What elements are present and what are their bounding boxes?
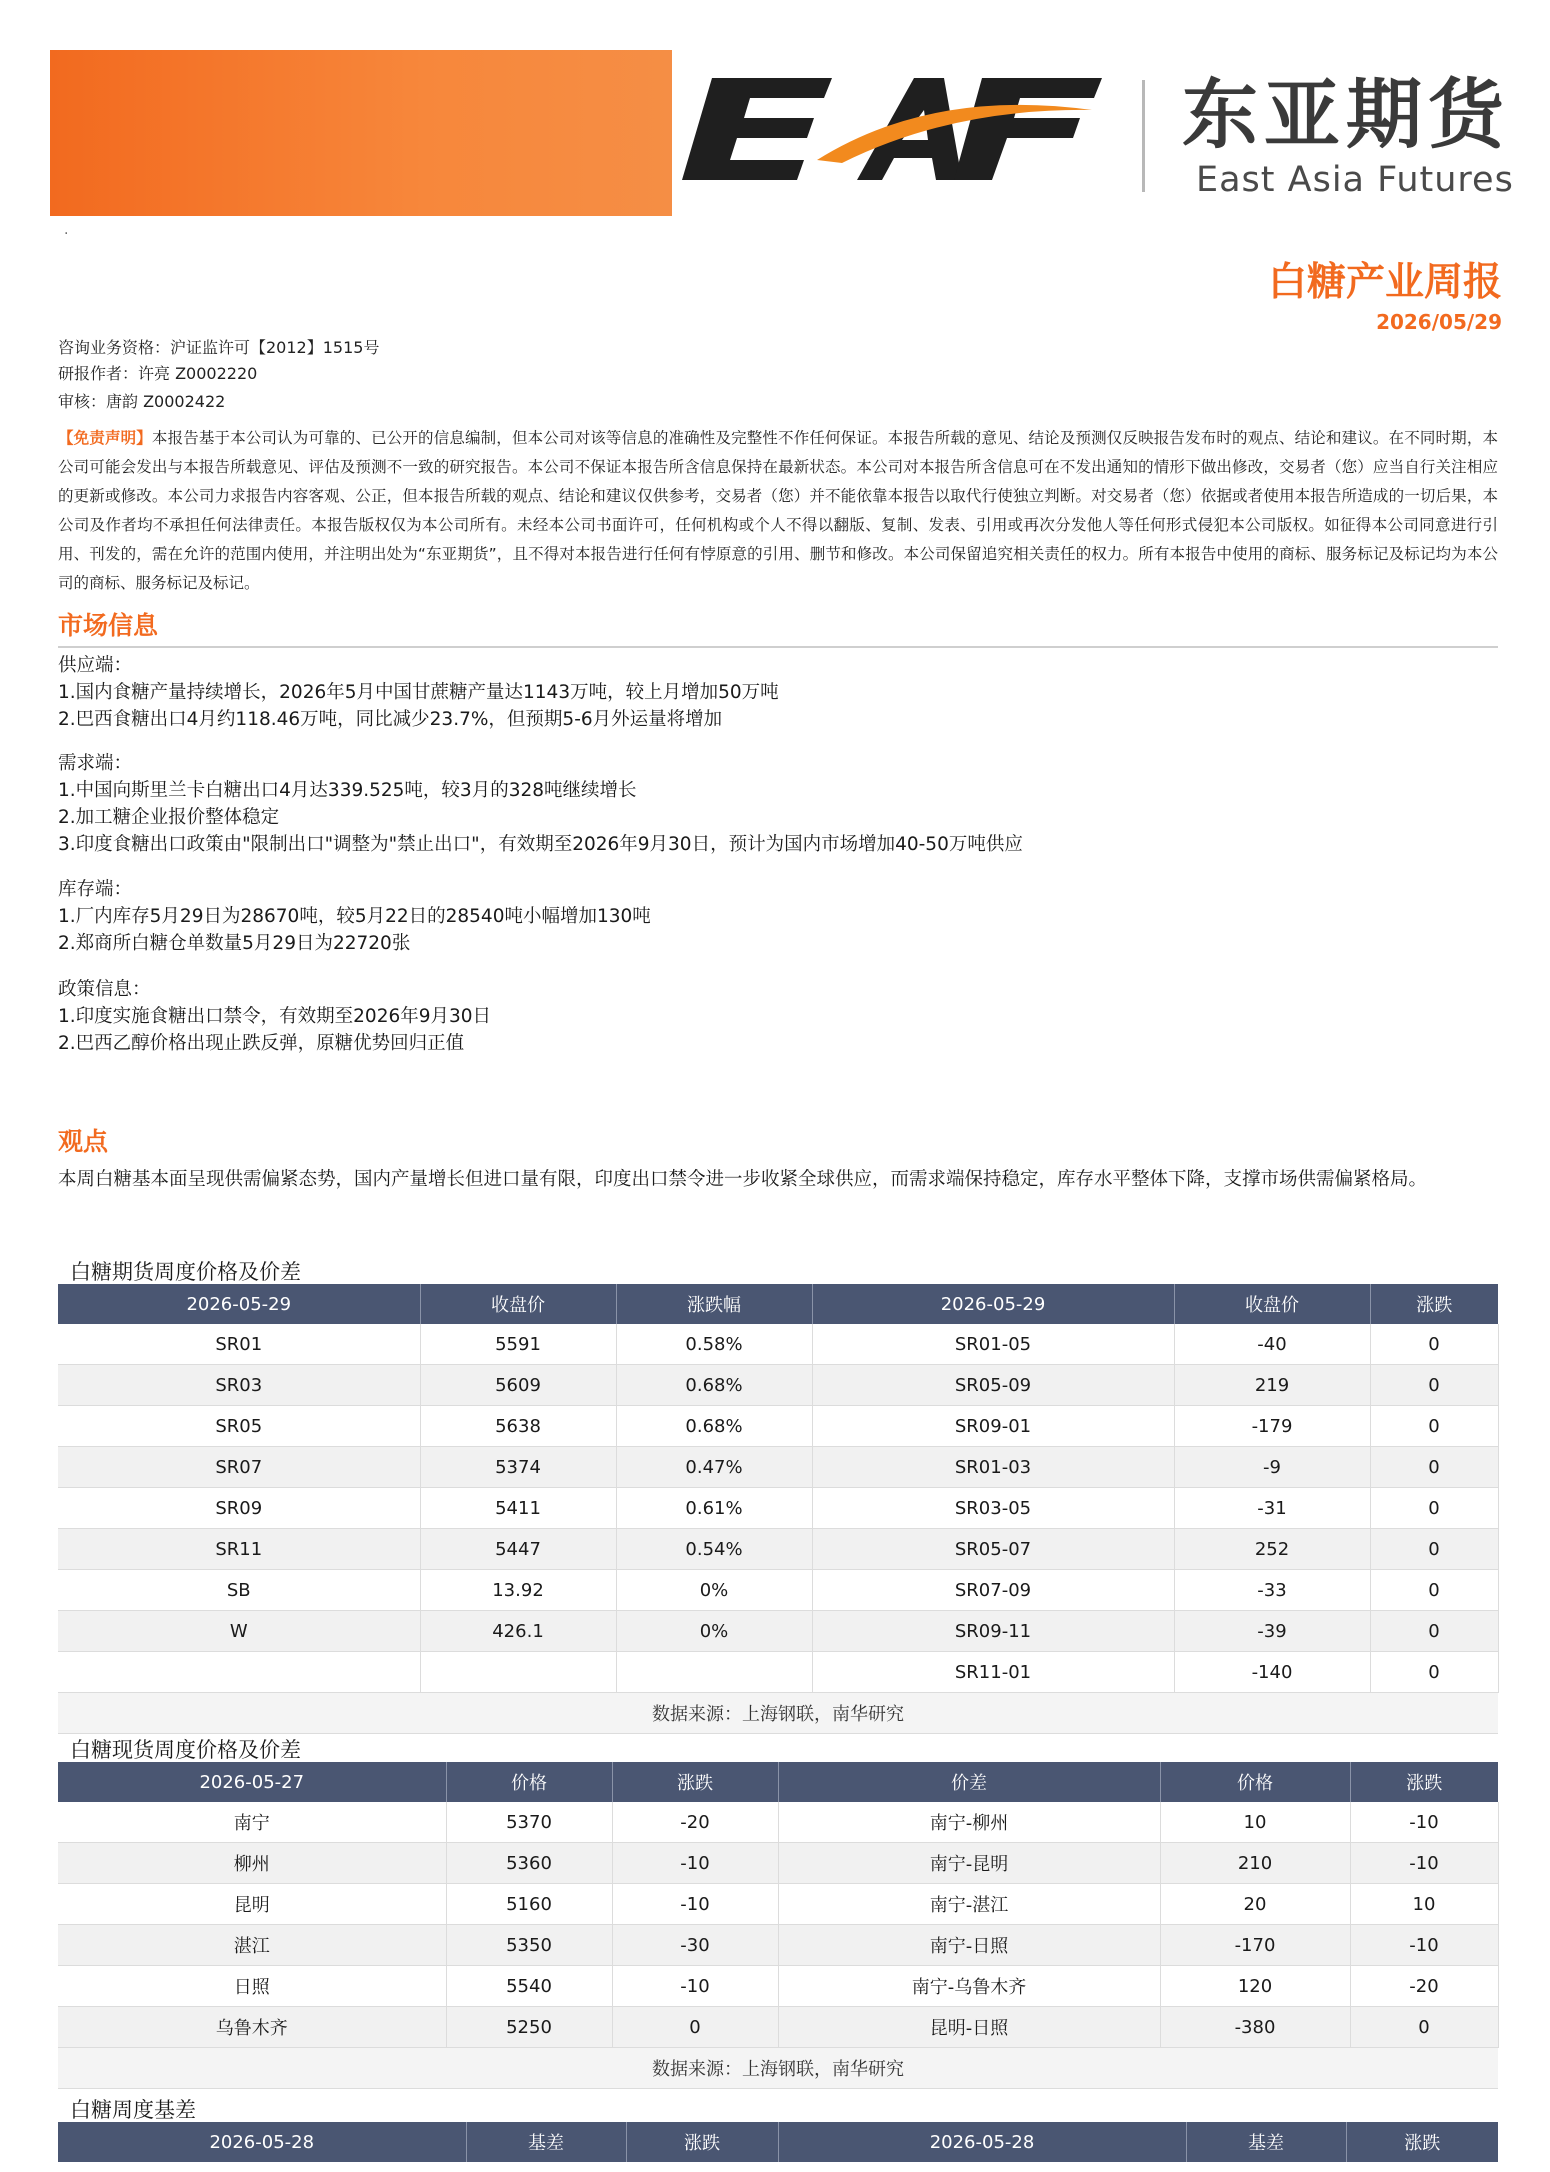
table-cell: 120 xyxy=(1160,1966,1350,2007)
column-header: 涨跌幅 xyxy=(616,1284,812,1324)
brand-name-cn: 东亚期货 xyxy=(1182,70,1510,159)
table-cell: 0.68% xyxy=(616,1365,812,1406)
table-cell: 0.54% xyxy=(616,1529,812,1570)
policy-item: 2.巴西乙醇价格出现止跌反弹，原糖优势回归正值 xyxy=(58,1033,465,1054)
table-cell: -10 xyxy=(1350,1925,1498,1966)
column-header: 涨跌 xyxy=(626,2122,778,2162)
inventory-item: 2.郑商所白糖仓单数量5月29日为22720张 xyxy=(58,933,411,954)
table-cell: -380 xyxy=(1160,2007,1350,2048)
table-cell: SB xyxy=(58,1570,420,1611)
table-cell: -9 xyxy=(1174,1447,1370,1488)
table-cell: -20 xyxy=(612,1802,778,1843)
column-header: 价差 xyxy=(778,1762,1160,1802)
table-cell: SR01-05 xyxy=(812,1324,1174,1365)
column-header: 涨跌 xyxy=(1370,1284,1498,1324)
table-cell: 0 xyxy=(612,2007,778,2048)
table-cell: 南宁-柳州 xyxy=(778,1802,1160,1843)
table-cell: 0 xyxy=(1370,1570,1498,1611)
column-header: 收盘价 xyxy=(1174,1284,1370,1324)
table-cell: 日照 xyxy=(58,1966,446,2007)
table-cell: -30 xyxy=(612,1925,778,1966)
inventory-label: 库存端： xyxy=(58,879,133,900)
table-row xyxy=(58,1324,1498,1365)
eaf-logo xyxy=(682,68,1122,198)
table-cell: 13.92 xyxy=(420,1570,616,1611)
column-header: 涨跌 xyxy=(612,1762,778,1802)
disclaimer-tag: 【免责声明】 xyxy=(58,429,152,447)
basis-table-caption: 白糖周度基差 xyxy=(70,2098,196,2122)
table-cell: 210 xyxy=(1160,1843,1350,1884)
table-cell: -179 xyxy=(1174,1406,1370,1447)
table-cell: 252 xyxy=(1174,1529,1370,1570)
table-cell: 5609 xyxy=(420,1365,616,1406)
table-cell: 5360 xyxy=(446,1843,612,1884)
table-cell: 0.47% xyxy=(616,1447,812,1488)
brand-separator xyxy=(1142,80,1145,192)
table-row xyxy=(58,1365,1498,1406)
table-cell: 5370 xyxy=(446,1802,612,1843)
table-header-row xyxy=(58,1284,1498,1324)
table-cell: -10 xyxy=(612,1884,778,1925)
table-cell: SR05-07 xyxy=(812,1529,1174,1570)
table-cell: SR09 xyxy=(58,1488,420,1529)
table-cell: -10 xyxy=(612,1843,778,1884)
table-cell: 昆明-日照 xyxy=(778,2007,1160,2048)
table-cell: 0 xyxy=(1370,1447,1498,1488)
table-cell: 0.68% xyxy=(616,1406,812,1447)
table-header-row xyxy=(58,1762,1498,1802)
column-header: 2026-05-28 xyxy=(58,2122,466,2162)
disclaimer-text: 本报告基于本公司认为可靠的、已公开的信息编制，但本公司对该等信息的准确性及完整性不作任何保证。本报告所载的意见、结论及预测仅反映报告发布时的观点、结论和建议。在不同时期，本公司可能会发出与本报告所载意见、评估及预测不一致的研究报告。本公司不保证本报告所含信息保持在最新状态。本公司对本报告所含信息可在不发出通知的情形下做出修改，交易者（您）应当自行关注相应的更新或修改。本公司力求报告内容客观、公正，但本报告所载的观点、结论和建议仅供参考，交易者（您）并不能依靠本报告以取代行使独立判断。对交易者（您）依据或者使用本报告所造成的一切后果，本公司及作者均不承担任何法律责任。本报告版权仅为本公司所有。未经本公司书面许可，任何机构或个人不得以翻版、复制、发表、引用或再次分发他人等任何形式侵犯本公司版权。如征得本公司同意进行引用、刊发的，需在允许的范围内使用，并注明出处为“东亚期货”，且不得对本报告进行任何有悖原意的引用、删节和修改。本公司保留追究相关责任的权力。所有本报告中使用的商标、服务标记及标记均为本公司的商标、服务标记及标记。 xyxy=(58,429,1498,592)
table-cell xyxy=(420,1652,616,1693)
header-orange-banner xyxy=(50,50,672,216)
futures-table-body xyxy=(58,1324,1498,1693)
table-cell: 南宁-乌鲁木齐 xyxy=(778,1966,1160,2007)
reviewer-line: 审核：唐韵 Z0002422 xyxy=(58,392,226,411)
supply-item: 1.国内食糖产量持续增长，2026年5月中国甘蔗糖产量达1143万吨，较上月增加50万吨 xyxy=(58,682,779,703)
table-cell: 5447 xyxy=(420,1529,616,1570)
table-row xyxy=(58,1802,1498,1843)
brand-name-en: East Asia Futures xyxy=(1196,160,1514,200)
table-row xyxy=(58,1570,1498,1611)
table-cell: 5540 xyxy=(446,1966,612,2007)
table-cell: 0.58% xyxy=(616,1324,812,1365)
column-header: 2026-05-28 xyxy=(778,2122,1186,2162)
column-header: 价格 xyxy=(446,1762,612,1802)
table-cell: 5160 xyxy=(446,1884,612,1925)
column-header: 涨跌 xyxy=(1350,1762,1498,1802)
table-cell: SR07 xyxy=(58,1447,420,1488)
spot-table xyxy=(58,1762,1499,2089)
view-section-title: 观点 xyxy=(58,1127,109,1156)
table-row xyxy=(58,1447,1498,1488)
supply-block xyxy=(58,652,1498,733)
table-cell: -40 xyxy=(1174,1324,1370,1365)
disclaimer xyxy=(58,424,1498,598)
supply-label: 供应端： xyxy=(58,655,133,676)
table-cell: 5374 xyxy=(420,1447,616,1488)
table-cell: 20 xyxy=(1160,1884,1350,1925)
inventory-block xyxy=(58,876,1498,957)
policy-block xyxy=(58,976,1498,1057)
report-title: 白糖产业周报 xyxy=(1267,260,1502,305)
table-row xyxy=(58,1925,1498,1966)
market-section-title: 市场信息 xyxy=(58,611,159,640)
table-cell: 0% xyxy=(616,1611,812,1652)
table-cell: SR01 xyxy=(58,1324,420,1365)
table-cell: 10 xyxy=(1350,1884,1498,1925)
table-cell: SR09-01 xyxy=(812,1406,1174,1447)
table-cell xyxy=(616,1652,812,1693)
column-header: 价格 xyxy=(1160,1762,1350,1802)
table-cell: 219 xyxy=(1174,1365,1370,1406)
table-cell: W xyxy=(58,1611,420,1652)
table-row xyxy=(58,1884,1498,1925)
table-row xyxy=(58,1652,1498,1693)
table-cell: SR01-03 xyxy=(812,1447,1174,1488)
table-cell: 5411 xyxy=(420,1488,616,1529)
table-cell: 昆明 xyxy=(58,1884,446,1925)
report-date: 2026/05/29 xyxy=(1376,310,1502,334)
table-row xyxy=(58,1488,1498,1529)
table-cell: 10 xyxy=(1160,1802,1350,1843)
table-cell: -10 xyxy=(612,1966,778,2007)
demand-label: 需求端： xyxy=(58,753,133,774)
table-cell: -33 xyxy=(1174,1570,1370,1611)
table-cell: 0% xyxy=(616,1570,812,1611)
table-cell: 5591 xyxy=(420,1324,616,1365)
table-cell: 0 xyxy=(1370,1365,1498,1406)
table-cell: -170 xyxy=(1160,1925,1350,1966)
policy-item: 1.印度实施食糖出口禁令，有效期至2026年9月30日 xyxy=(58,1006,492,1027)
table-cell: 0 xyxy=(1370,1324,1498,1365)
table-row xyxy=(58,1843,1498,1884)
table-cell: 5250 xyxy=(446,2007,612,2048)
header-dot: . xyxy=(64,222,69,238)
table-cell: SR03 xyxy=(58,1365,420,1406)
table-cell: 柳州 xyxy=(58,1843,446,1884)
table-cell: 5638 xyxy=(420,1406,616,1447)
table-cell: SR05 xyxy=(58,1406,420,1447)
table-row xyxy=(58,1529,1498,1570)
demand-item: 2.加工糖企业报价整体稳定 xyxy=(58,807,280,828)
column-header: 涨跌 xyxy=(1346,2122,1498,2162)
inventory-item: 1.厂内库存5月29日为28670吨，较5月22日的28540吨小幅增加130吨 xyxy=(58,906,651,927)
column-header: 2026-05-29 xyxy=(58,1284,420,1324)
table-cell: 0 xyxy=(1370,1611,1498,1652)
basis-table xyxy=(58,2122,1498,2162)
demand-item: 1.中国向斯里兰卡白糖出口4月达339.525吨，较3月的328吨继续增长 xyxy=(58,780,637,801)
table-cell: 0 xyxy=(1370,1488,1498,1529)
table-cell: 0 xyxy=(1370,1406,1498,1447)
table-cell: 5350 xyxy=(446,1925,612,1966)
table-cell: -140 xyxy=(1174,1652,1370,1693)
column-header: 基差 xyxy=(466,2122,626,2162)
table-cell: 南宁-昆明 xyxy=(778,1843,1160,1884)
column-header: 基差 xyxy=(1186,2122,1346,2162)
table-cell: SR03-05 xyxy=(812,1488,1174,1529)
table-cell: SR09-11 xyxy=(812,1611,1174,1652)
table-cell: SR11 xyxy=(58,1529,420,1570)
table-cell: 0 xyxy=(1370,1652,1498,1693)
spot-table-source: 数据来源：上海钢联，南华研究 xyxy=(58,2048,1498,2089)
column-header: 收盘价 xyxy=(420,1284,616,1324)
table-cell: 0 xyxy=(1350,2007,1498,2048)
table-cell: -10 xyxy=(1350,1802,1498,1843)
futures-table-caption: 白糖期货周度价格及价差 xyxy=(70,1260,301,1284)
spot-table-body xyxy=(58,1802,1498,2048)
table-cell: -31 xyxy=(1174,1488,1370,1529)
table-row xyxy=(58,1966,1498,2007)
market-section-divider xyxy=(58,646,1498,648)
view-text: 本周白糖基本面呈现供需偏紧态势，国内产量增长但进口量有限，印度出口禁令进一步收紧全球供应，而需求端保持稳定，库存水平整体下降，支撑市场供需偏紧格局。 xyxy=(58,1169,1428,1190)
table-cell: 0 xyxy=(1370,1529,1498,1570)
table-cell: -39 xyxy=(1174,1611,1370,1652)
table-cell: 426.1 xyxy=(420,1611,616,1652)
column-header: 2026-05-27 xyxy=(58,1762,446,1802)
table-cell: SR07-09 xyxy=(812,1570,1174,1611)
table-cell: 0.61% xyxy=(616,1488,812,1529)
author-line: 研报作者：许亮 Z0002220 xyxy=(58,364,258,383)
qualification-line: 咨询业务资格：沪证监许可【2012】1515号 xyxy=(58,338,380,357)
table-cell: 乌鲁木齐 xyxy=(58,2007,446,2048)
table-cell: 湛江 xyxy=(58,1925,446,1966)
demand-item: 3.印度食糖出口政策由"限制出口"调整为"禁止出口"，有效期至2026年9月30日，预计为国内市场增加40-50万吨供应 xyxy=(58,834,1023,855)
table-cell xyxy=(58,1652,420,1693)
table-cell: -10 xyxy=(1350,1843,1498,1884)
table-cell: -20 xyxy=(1350,1966,1498,2007)
futures-table xyxy=(58,1284,1499,1734)
policy-label: 政策信息： xyxy=(58,979,151,1000)
table-cell: 南宁-日照 xyxy=(778,1925,1160,1966)
table-cell: 南宁 xyxy=(58,1802,446,1843)
table-cell: SR05-09 xyxy=(812,1365,1174,1406)
table-cell: 南宁-湛江 xyxy=(778,1884,1160,1925)
table-row xyxy=(58,1406,1498,1447)
column-header: 2026-05-29 xyxy=(812,1284,1174,1324)
demand-block xyxy=(58,750,1498,858)
table-header-row xyxy=(58,2122,1498,2162)
table-row xyxy=(58,2007,1498,2048)
spot-table-caption: 白糖现货周度价格及价差 xyxy=(70,1738,301,1762)
supply-item: 2.巴西食糖出口4月约118.46万吨，同比减少23.7%，但预期5-6月外运量将增加 xyxy=(58,709,723,730)
table-row xyxy=(58,1611,1498,1652)
futures-table-source: 数据来源：上海钢联，南华研究 xyxy=(58,1693,1498,1734)
table-cell: SR11-01 xyxy=(812,1652,1174,1693)
